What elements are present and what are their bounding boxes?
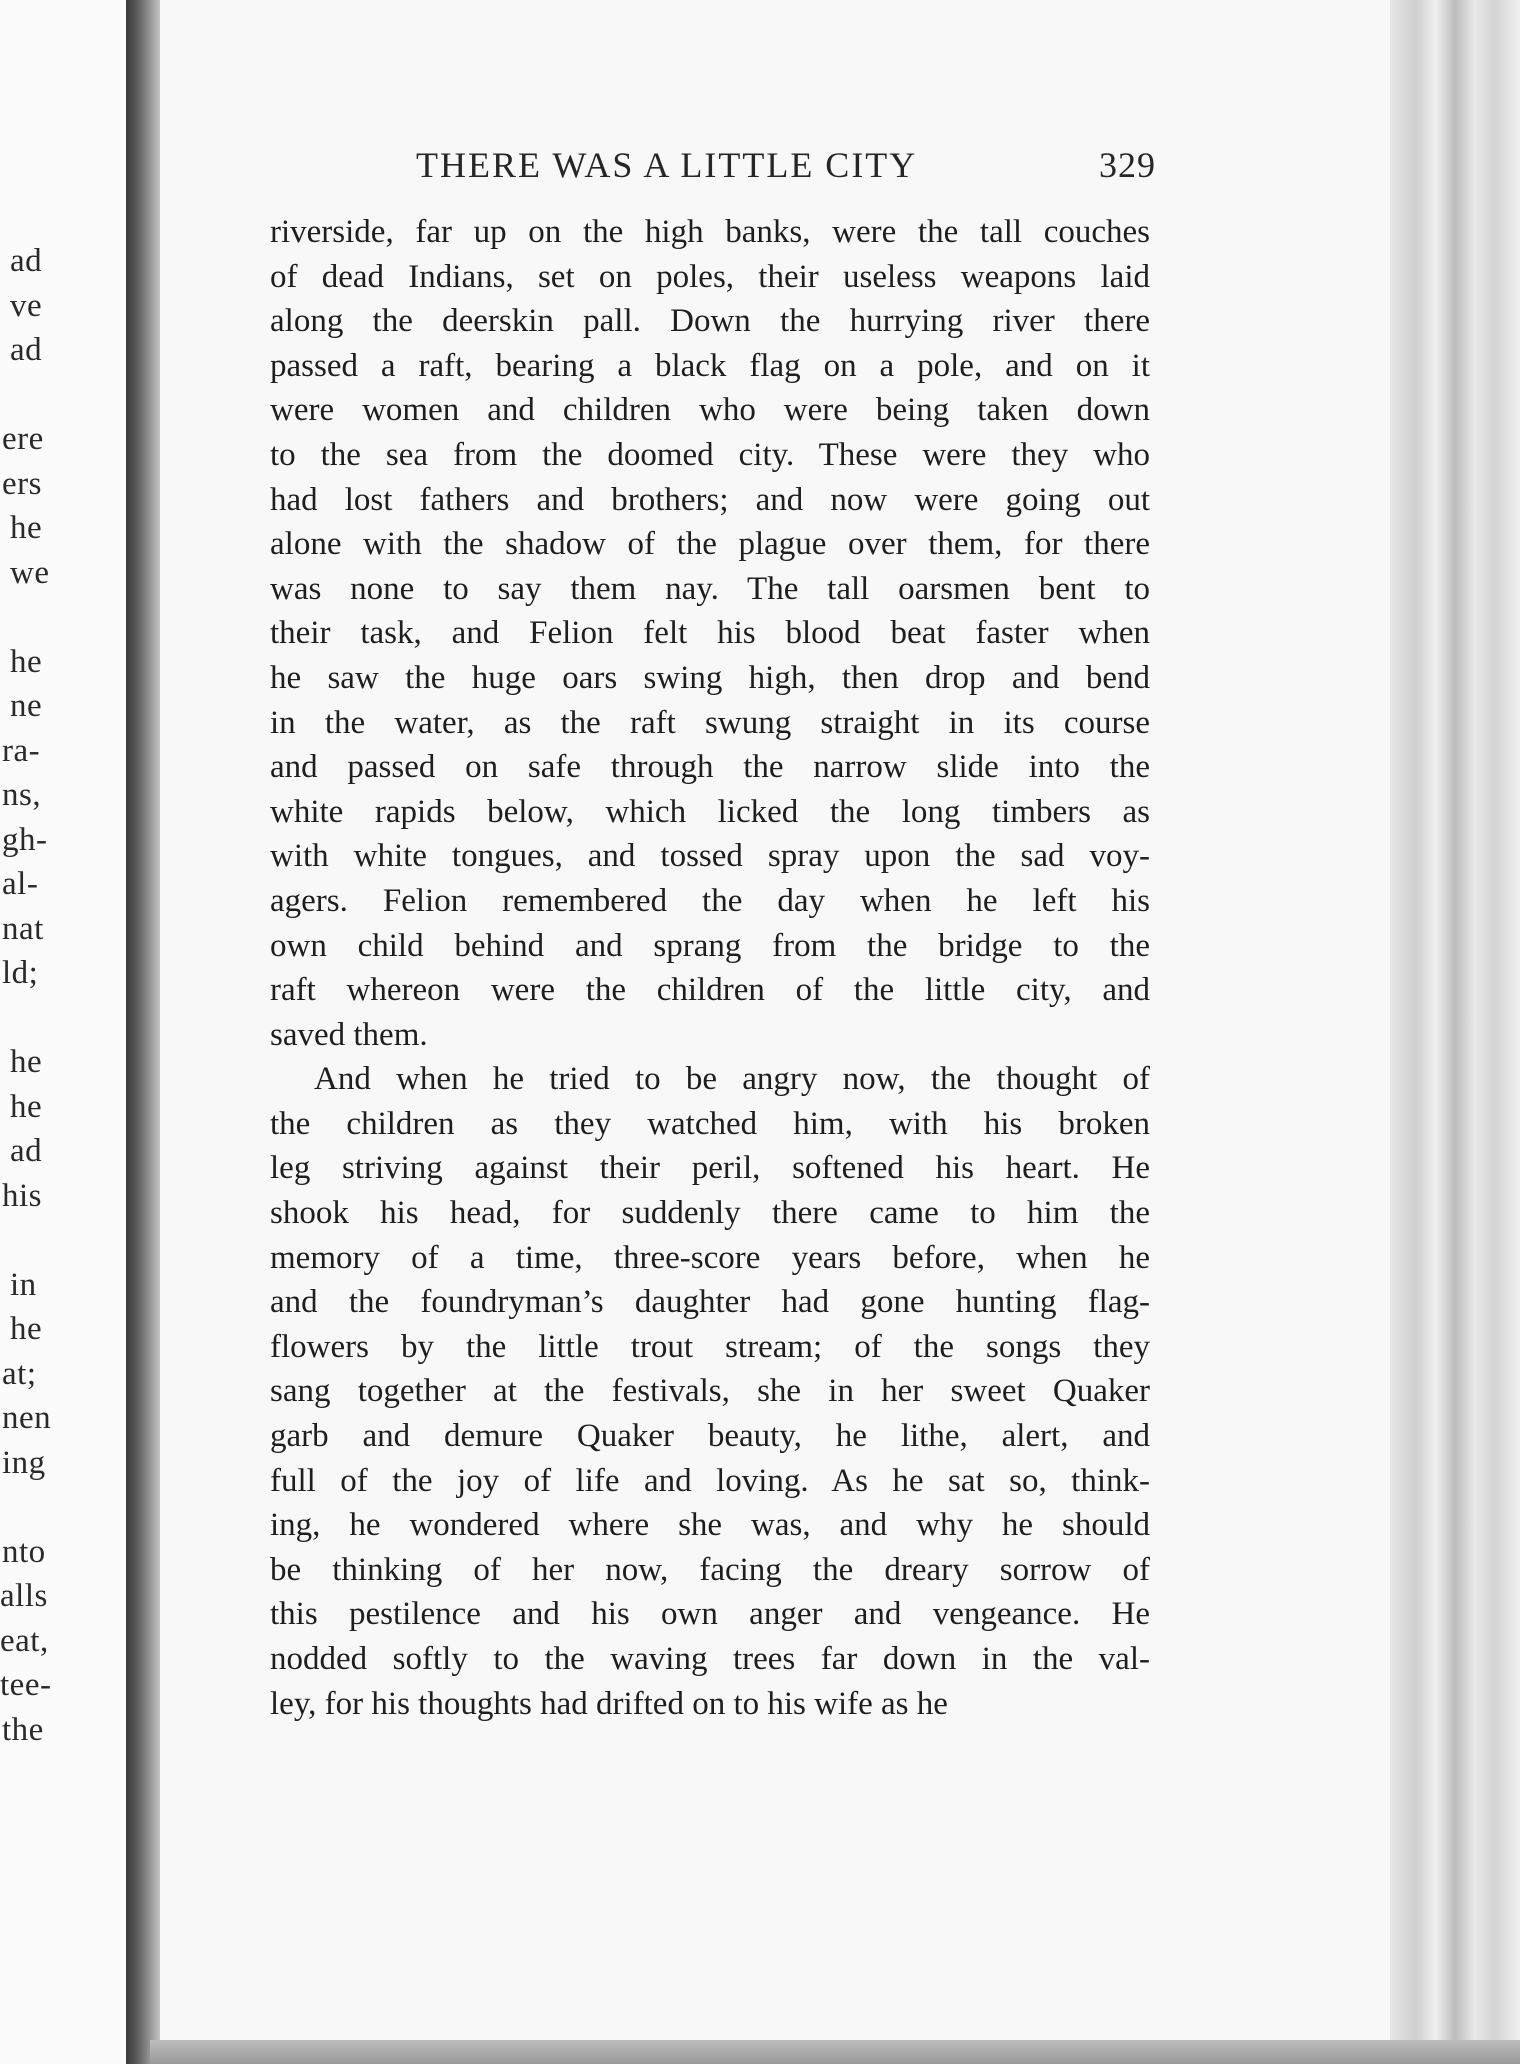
text-line: with white tongues, and tossed spray upon the sad voy- xyxy=(270,838,1150,875)
book-gutter xyxy=(126,0,162,2064)
text-line: and passed on safe through the narrow slide into the xyxy=(270,749,1150,786)
facing-page-line: he xyxy=(10,510,43,546)
facing-page-line: at; xyxy=(2,1355,37,1392)
facing-page-line: ne xyxy=(10,688,43,724)
text-line: their task, and Felion felt his blood beat faster when xyxy=(270,615,1150,652)
facing-page-line: the xyxy=(2,1711,44,1748)
facing-page-line: nto xyxy=(2,1533,46,1570)
page-number: 329 xyxy=(1099,145,1156,185)
text-line: to the sea from the doomed city. These were they who xyxy=(270,436,1150,473)
text-line: leg striving against their peril, softened his heart. He xyxy=(270,1150,1150,1187)
text-line: shook his head, for suddenly there came to him the xyxy=(270,1195,1150,1232)
text-line: nodded softly to the waving trees far down in the val- xyxy=(270,1641,1150,1677)
text-line: flowers by the little trout stream; of the songs they xyxy=(270,1328,1150,1365)
text-line: along the deerskin pall. Down the hurrying river there xyxy=(270,303,1150,340)
facing-page-line: ers xyxy=(2,465,42,502)
facing-page-line: he xyxy=(10,1044,43,1080)
page-edges xyxy=(1390,0,1520,2064)
text-line: agers. Felion remembered the day when he left his xyxy=(270,882,1150,919)
text-line: be thinking of her now, facing the dreary sorrow of xyxy=(270,1551,1150,1588)
text-line: the children as they watched him, with his broken xyxy=(270,1105,1150,1142)
facing-page-line: ing xyxy=(2,1444,46,1481)
facing-page-line: eat, xyxy=(0,1622,49,1659)
text-line: own child behind and sprang from the bridge to the xyxy=(270,927,1150,964)
text-line: full of the joy of life and loving. As he sat so, think- xyxy=(270,1462,1150,1499)
text-line: ley, for his thoughts had drifted on to his wife as he xyxy=(270,1685,948,1722)
text-line: passed a raft, bearing a black flag on a pole, and on it xyxy=(270,347,1150,384)
facing-page-fragment xyxy=(0,0,128,2064)
text-line: in the water, as the raft swung straight in its course xyxy=(270,704,1150,741)
facing-page-line: alls xyxy=(0,1578,48,1614)
facing-page-line: ld; xyxy=(2,955,39,991)
text-line: sang together at the festivals, she in her sweet Quaker xyxy=(270,1373,1150,1410)
text-line: ing, he wondered where she was, and why he should xyxy=(270,1507,1150,1544)
facing-page-line: tee- xyxy=(0,1667,52,1703)
paragraph xyxy=(270,1057,1150,1726)
facing-page-line: he xyxy=(10,1311,43,1347)
text-line: riverside, far up on the high banks, were the tall couches xyxy=(270,214,1150,250)
body-text xyxy=(270,210,1150,1726)
facing-page-line: nat xyxy=(2,910,44,947)
facing-page-line: ad xyxy=(10,243,43,279)
facing-page-line: he xyxy=(10,643,43,680)
facing-page-line: nen xyxy=(2,1400,52,1436)
text-line: of dead Indians, set on poles, their useless weapons laid xyxy=(270,258,1150,295)
text-line: memory of a time, three-score years before, when he xyxy=(270,1239,1150,1276)
text-line: alone with the shadow of the plague over them, for there xyxy=(270,526,1150,563)
text-line: And when he tried to be angry now, the thought of xyxy=(314,1061,1150,1098)
facing-page-line: in xyxy=(10,1266,37,1303)
facing-page-line: his xyxy=(2,1177,43,1214)
page-header xyxy=(416,144,1156,200)
facing-page-line: ere xyxy=(2,421,44,457)
text-line: were women and children who were being taken down xyxy=(270,392,1150,429)
text-line: saved them. xyxy=(270,1016,428,1053)
paragraph xyxy=(270,210,1150,1057)
text-line: raft whereon were the children of the little city, and xyxy=(270,972,1150,1009)
facing-page-line: al- xyxy=(2,866,39,902)
facing-page-line: gh- xyxy=(2,821,48,858)
page-bottom-shadow xyxy=(150,2040,1520,2064)
facing-page-line: ad xyxy=(10,1133,43,1169)
text-line: garb and demure Quaker beauty, he lithe, alert, and xyxy=(270,1418,1150,1455)
running-head: THERE WAS A LITTLE CITY xyxy=(416,145,918,185)
facing-page-line: ad xyxy=(10,332,43,368)
text-line: white rapids below, which licked the long timbers as xyxy=(270,793,1150,830)
text-line: had lost fathers and brothers; and now were going out xyxy=(270,481,1150,518)
text-line: and the foundryman’s daughter had gone hunting flag- xyxy=(270,1284,1150,1321)
facing-page-line: ns, xyxy=(2,777,42,813)
facing-page-line: ra- xyxy=(2,732,41,769)
facing-page-line: he xyxy=(10,1088,43,1125)
text-line: he saw the huge oars swing high, then drop and bend xyxy=(270,659,1150,696)
text-line: was none to say them nay. The tall oarsmen bent to xyxy=(270,570,1150,607)
facing-page-line: ve xyxy=(10,287,43,324)
text-line: this pestilence and his own anger and vengeance. He xyxy=(270,1596,1150,1633)
facing-page-line: we xyxy=(10,554,50,591)
